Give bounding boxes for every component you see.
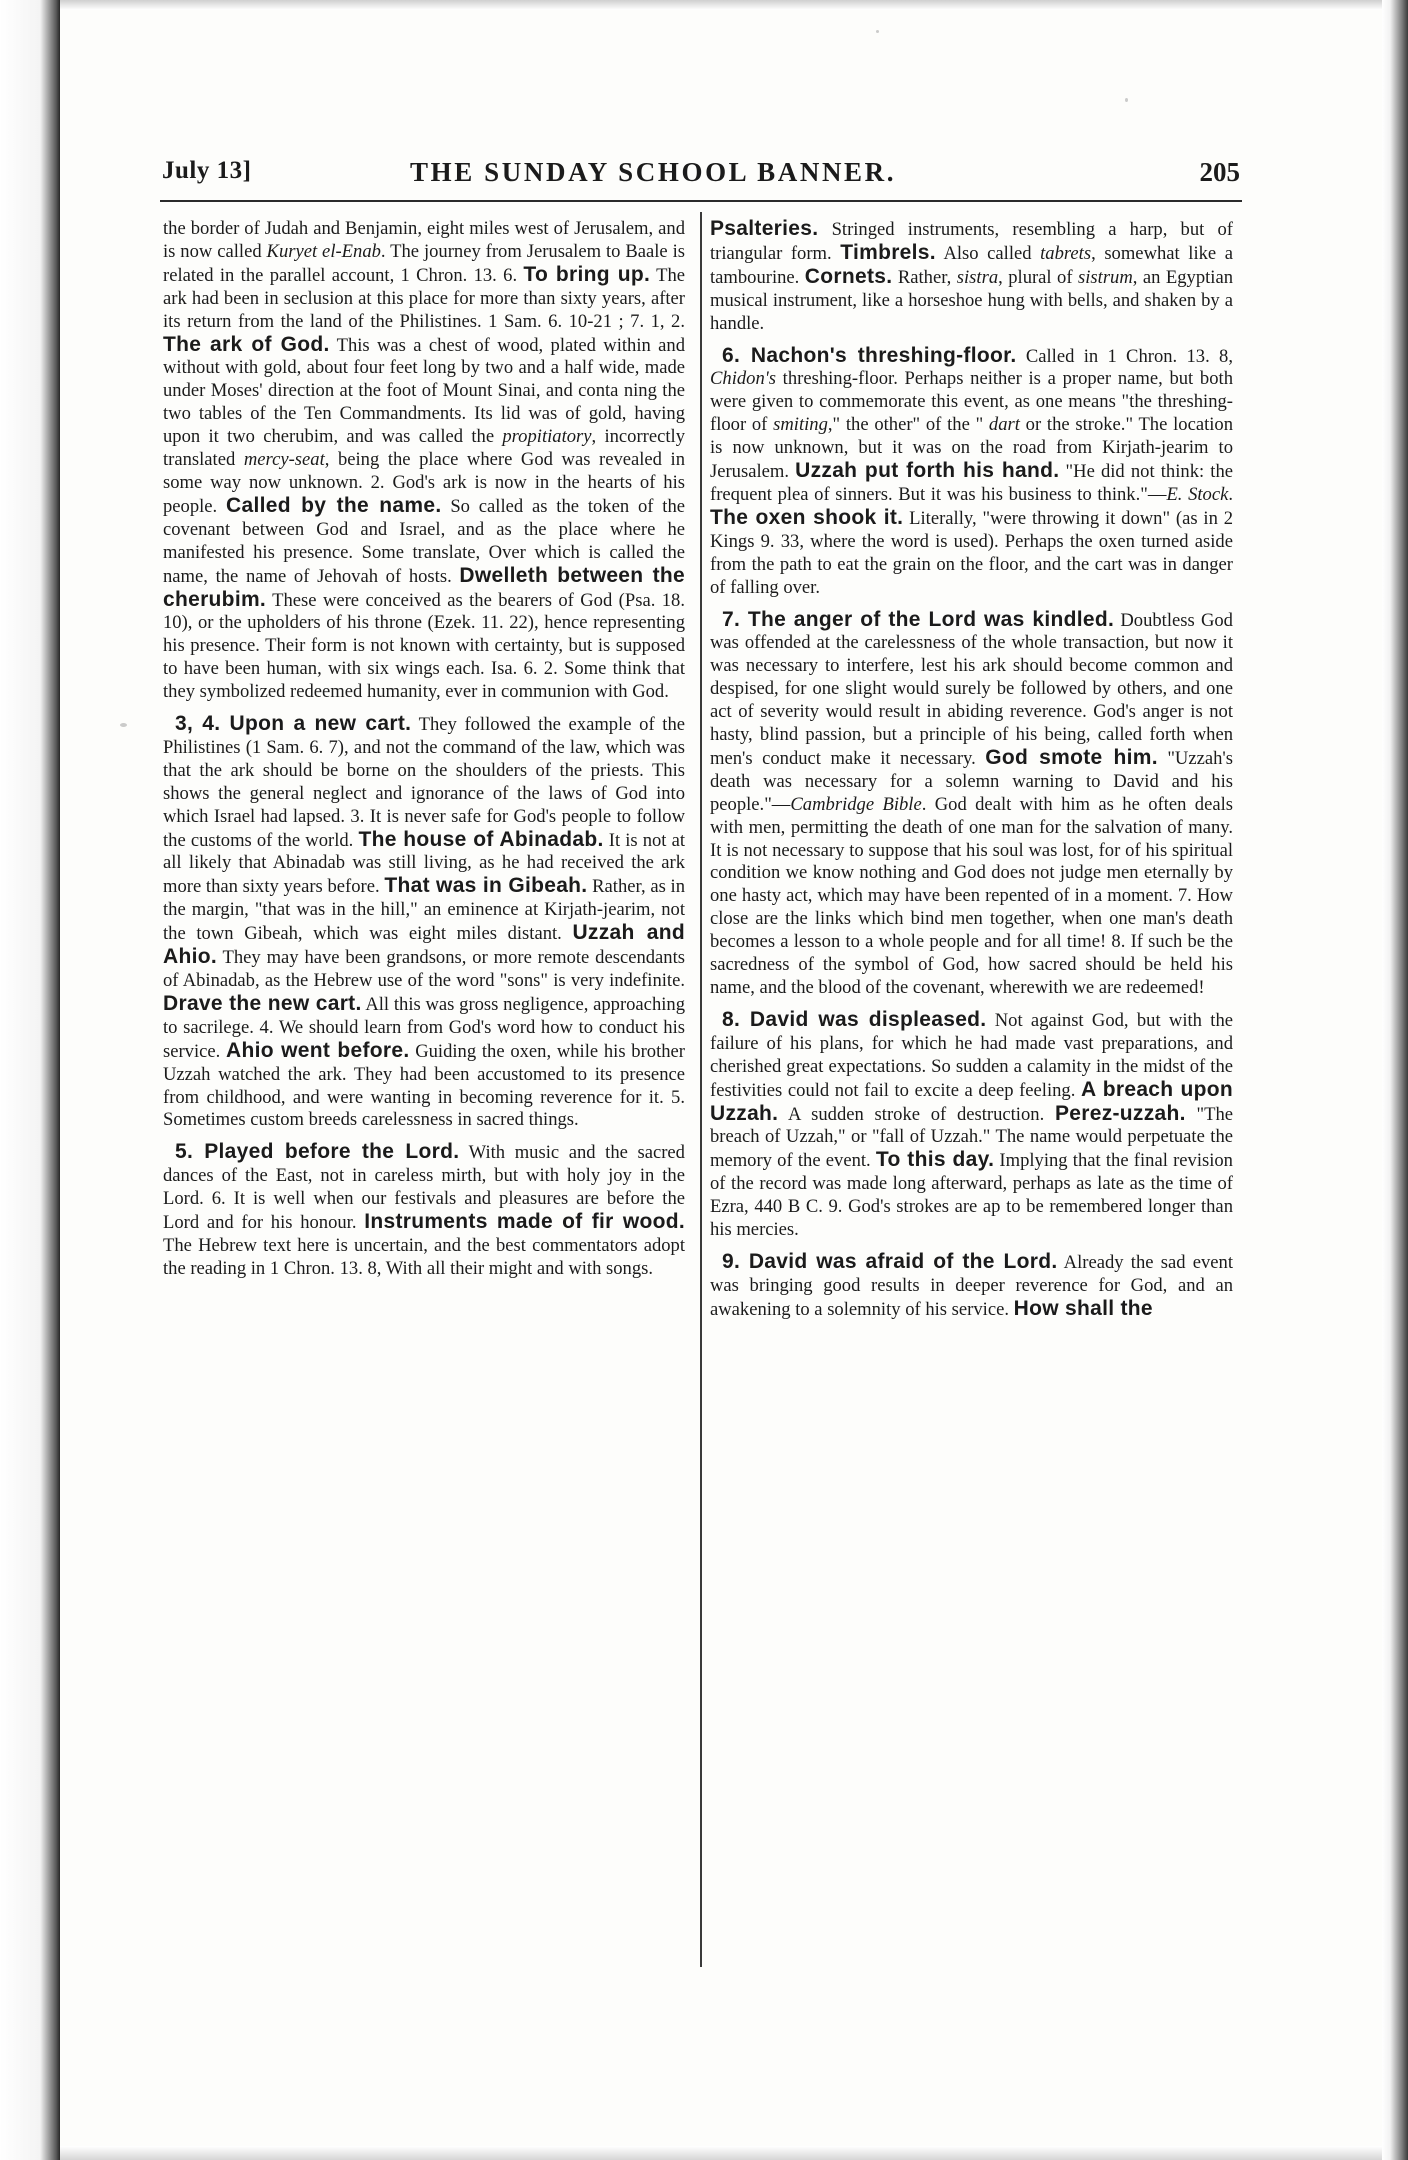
headword: 8. David was displeased. xyxy=(722,1007,987,1031)
scan-speck xyxy=(876,30,879,33)
headword: God smote him. xyxy=(985,745,1158,769)
body-text: . xyxy=(1228,483,1233,505)
headword: Timbrels. xyxy=(840,240,936,264)
italic-text: mercy-seat xyxy=(243,449,325,471)
scan-speck xyxy=(120,723,127,727)
body-text: Literally, "were throwing it down" (as in 2 Kings 9. 33, where the word is used). Perhaps the oxen turned aside from the path to eat the grain on the floor, and the cart was in danger of falling over. xyxy=(710,507,1233,598)
header-title: THE SUNDAY SCHOOL BANNER. xyxy=(410,157,897,187)
right-column xyxy=(710,218,1233,1970)
body-text: ," the other" of the " xyxy=(827,414,989,436)
body-text: , being the place where God was revealed in some way now unknown. 2. God's ark is now in the hearts of his people. xyxy=(163,449,685,517)
body-text: These were conceived as the bearers of God (Psa. 18. 10), or the upholders of his throne (Ezek. 11. 22), hence representing his presence. Their form is not known with certainty, but is supposed to have been human, with six wings each. Isa. 6. 2. Some think that they symbolized redeemed humanity, ever in communion with God. xyxy=(163,589,685,703)
body-text: Rather, as in the margin, "that was in the hill," an eminence at Kirjath-jearim, not the town Gibeah, which was eight miles distant. xyxy=(163,876,685,945)
italic-text: dart xyxy=(988,414,1020,436)
page-binding-shadow xyxy=(0,0,60,2160)
body-text: They followed the example of the Philistines (1 Sam. 6. 7), and not the command of the law, which was that the ark should be borne on the shoulders of the priests. This shows the general neglect and ignorance of the laws of God into which Israel had lapsed. 3. It is never safe for God's people to follow the customs of the world. xyxy=(163,714,685,851)
body-text: "The breach of Uzzah," or "fall of Uzzah." The name would perpetuate the memory of the event. xyxy=(710,1103,1233,1172)
headword: Uzzah and Ahio. xyxy=(163,921,685,969)
headword: 6. Nachon's threshing-floor. xyxy=(722,343,1017,367)
body-text: Rather, xyxy=(892,266,957,288)
headword: 9. David was afraid of the Lord. xyxy=(722,1249,1058,1273)
headword: The house of Abinadab. xyxy=(358,827,604,851)
paragraph xyxy=(710,218,1233,336)
body-text: , incorrectly translated xyxy=(163,426,685,471)
body-text: It is not at all likely that Abinadab was still living, as he had received the ark more than sixty years before. xyxy=(163,829,685,898)
body-text: , plural of xyxy=(998,266,1079,288)
body-text: Not against God, but with the failure of his plans, for which he had made vast preparations, and cherished great expectations. So sudden a calamity in the midst of the festivities could not fail to excite a deep feeling. xyxy=(710,1009,1233,1101)
italic-text: sistrum xyxy=(1078,266,1133,288)
paragraph xyxy=(710,1251,1233,1322)
body-text: This was a chest of wood, plated within and without with gold, about four feet long by two and a half wide, made under Moses' direction at the foot of Mount Sinai, and conta ning the two tables of the Ten Commandments. Its lid was of gold, having upon it two cherubim, and was called the xyxy=(163,334,685,448)
body-text: So called as the token of the covenant between God and Israel, and as the place where he manifested his presence. Some translate, Over which is called the name, the name of Jehovah of hosts. xyxy=(163,495,685,587)
body-text: With music and the sacred dances of the East, not in careless mirth, but with holy joy in the Lord. 6. It is well when our festivals and pleasures are before the Lord and for his honour. xyxy=(163,1142,685,1234)
italic-text: sistra xyxy=(956,266,999,288)
headword: Drave the new cart. xyxy=(163,991,362,1015)
paragraph xyxy=(163,713,685,1132)
headword: That was in Gibeah. xyxy=(384,874,588,898)
headword: Psalteries. xyxy=(710,218,819,240)
headword: To this day. xyxy=(875,1148,995,1172)
headword: The oxen shook it. xyxy=(710,505,904,529)
page-top-shadow xyxy=(60,0,1382,10)
header-rule xyxy=(160,200,1242,202)
body-text: . God dealt with him as he often deals with men, permitting the death of one man for the salvation of many. It is not necessary to suppose that his soul was lost, for of his spiritual condition we know nothing and God does not judge men eternally by one hasty act, which may have been repented of in a moment. 7. How close are the links which bind men together, when one man's death becomes a lesson to a whole people and for all time! 8. If such be the sacredness of the symbol of God, how sacred should be held his name, and the blood of the covenant, wherewith we are redeemed! xyxy=(710,793,1233,998)
body-text: . The journey from Jerusalem to Baale is related in the parallel account, 1 Chron. 13. 6. xyxy=(163,240,685,286)
body-text: "He did not think: the frequent plea of sinners. But it was his business to think."— xyxy=(710,461,1233,505)
body-text: "Uzzah's death was necessary for a solemn warning to David and his people."— xyxy=(710,747,1233,815)
body-text: They may have been grandsons, or more remote descendants of Abinadab, as the Hebrew use of the word "sons" is very indefinite. xyxy=(163,947,685,991)
page-number: 205 xyxy=(1199,157,1240,187)
headword: Called by the name. xyxy=(226,493,442,517)
body-text: A sudden stroke of destruction. xyxy=(778,1103,1055,1125)
body-text: Doubtless God was offended at the carelessness of the whole transaction, but now it was necessary to interfere, lest his ark should become common and despised, for one slight would surely be followed by others, and one act of severity would result in abiding reverence. God's anger is not hasty, blind passion, but a principle of his being, called forth when men's conduct make it necessary. xyxy=(710,609,1233,769)
paragraph xyxy=(163,218,685,704)
headword: To bring up. xyxy=(523,262,651,286)
body-text: Implying that the final revision of the record was made long afterward, perhaps as late as the time of Ezra, 440 B C. 9. God's strokes are ap to be remembered longer than his mercies. xyxy=(710,1150,1233,1241)
headword: Uzzah put forth his hand. xyxy=(795,459,1060,483)
headword: A breach upon Uzzah. xyxy=(710,1077,1233,1125)
headword: Ahio went before. xyxy=(226,1038,410,1062)
body-text: Guiding the oxen, while his brother Uzzah watched the ark. They had been accustomed to its presence from childhood, and were wanting in becoming reverence for it. 5. Sometimes custom breeds carelessness in sacred things. xyxy=(163,1040,685,1131)
headword: How shall the xyxy=(1013,1296,1153,1320)
italic-text: Cambridge Bible xyxy=(790,793,922,815)
page-bottom-shadow xyxy=(60,2146,1382,2160)
body-text: The ark had been in seclusion at this place for more than sixty years, after its return from the land of the Philistines. 1 Sam. 6. 10-21 ; 7. 1, 2. xyxy=(163,264,685,332)
headword: 7. The anger of the Lord was kindled. xyxy=(722,607,1115,631)
headword: Perez-uzzah. xyxy=(1054,1101,1186,1125)
italic-text: tabrets xyxy=(1040,242,1092,264)
body-text: Already the sad event was bringing good results in deeper reverence for God, and an awakening to a solemnity of his service. xyxy=(710,1251,1233,1320)
paragraph xyxy=(710,345,1233,600)
header-date: July 13] xyxy=(162,157,252,184)
body-text: All this was gross negligence, approaching to sacrilege. 4. We should learn from God's word how to conduct his service. xyxy=(163,993,685,1062)
body-text: Called in 1 Chron. 13. 8, xyxy=(1016,345,1233,367)
italic-text: propitiatory xyxy=(502,426,592,448)
italic-text: Chidon's xyxy=(710,368,776,390)
running-header xyxy=(162,157,1240,197)
italic-text: smiting xyxy=(773,414,828,436)
body-text: The Hebrew text here is uncertain, and the best commentators adopt the reading in 1 Chron. 13. 8, With all their might and with songs. xyxy=(163,1234,685,1279)
italic-text: E. Stock xyxy=(1166,483,1229,505)
body-text: threshing-floor. Perhaps neither is a proper name, but both were given to commemorate this event, as one means "the threshing-floor of xyxy=(710,368,1233,436)
column-divider xyxy=(700,212,702,1967)
body-text: or the stroke." The location is now unknown, but it was on the road from Kirjath-jearim to Jerusalem. xyxy=(710,414,1233,483)
paragraph xyxy=(163,1141,685,1280)
headword: Dwelleth between the cherubim. xyxy=(163,563,685,611)
italic-text: Kuryet el-Enab xyxy=(266,240,381,262)
body-text: Stringed instruments, resembling a harp, but of triangular form. xyxy=(710,219,1233,264)
paragraph xyxy=(710,609,1233,1000)
headword: 5. Played before the Lord. xyxy=(175,1140,460,1164)
headword: Instruments made of fir wood. xyxy=(364,1210,685,1234)
left-column xyxy=(163,218,685,1970)
headword: The ark of God. xyxy=(163,332,330,356)
body-text: , an Egyptian musical instrument, like a horseshoe hung with bells, and shaken by a handle. xyxy=(710,266,1233,334)
body-text: , somewhat like a tambourine. xyxy=(710,242,1233,288)
scan-speck xyxy=(1125,98,1128,102)
headword: 3, 4. Upon a new cart. xyxy=(175,712,412,736)
paragraph xyxy=(710,1009,1233,1242)
headword: Cornets. xyxy=(804,264,893,288)
body-text: Also called xyxy=(935,242,1041,264)
page-right-shadow xyxy=(1382,0,1408,2160)
body-text: the border of Judah and Benjamin, eight miles west of Jerusalem, and is now called xyxy=(163,218,685,262)
